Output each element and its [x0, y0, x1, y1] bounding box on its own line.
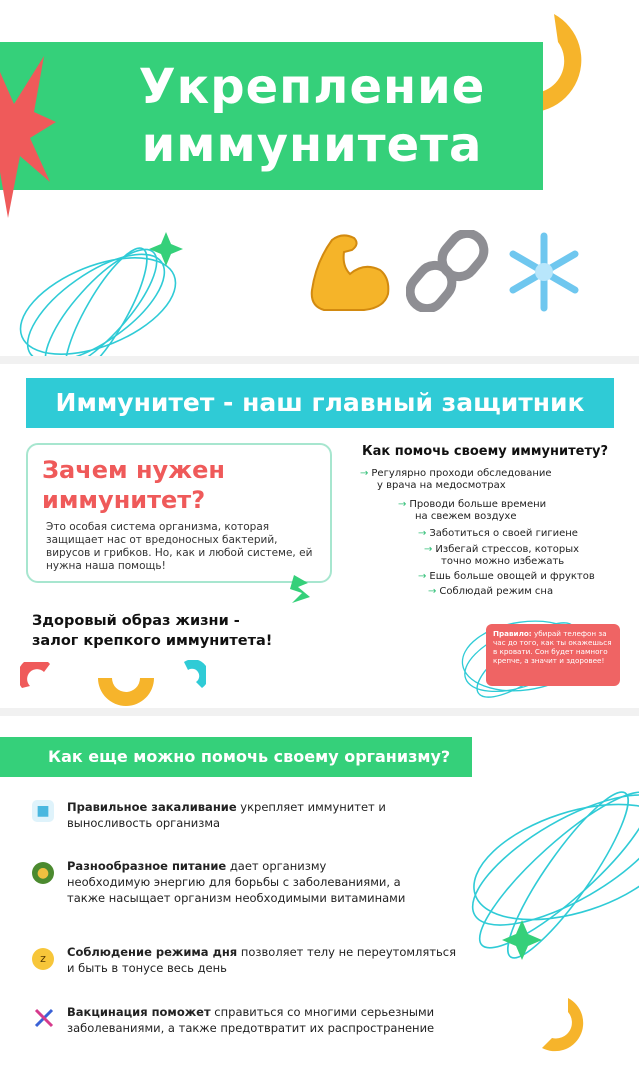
salad-icon: ● — [32, 862, 54, 884]
rule-text: убирай телефон за час до того, как ты окажешься в кровати. Сон будет намного крепче, а значит и здоровее! — [493, 629, 612, 665]
tip-line1: Проводи больше времени — [409, 499, 547, 510]
tip-line1: Заботиться о своей гигиене — [429, 528, 578, 539]
section2-banner: Как еще можно помочь своему организму? — [0, 737, 472, 777]
list-item — [67, 1004, 467, 1036]
help-title: Как помочь своему иммунитету? — [362, 444, 609, 459]
snowflake-icon — [502, 230, 586, 314]
list-item-bold: Вакцинация поможет — [67, 1005, 211, 1019]
card-title-line1: Зачем нужен — [42, 456, 225, 484]
list-item — [67, 858, 407, 906]
arrow-right-icon: → — [424, 544, 433, 555]
arrow-right-icon: → — [360, 468, 369, 479]
arrow-right-icon: → — [398, 499, 407, 510]
slogan-line2: залог крепкого иммунитета! — [32, 633, 273, 649]
card-body: Это особая система организма, которая защищает нас от вредоносных бактерий, вирусов и грибков. Но, как и любой системе, ей нужна наша помощь! — [46, 521, 313, 572]
dna-icon — [32, 1006, 56, 1030]
tip-line1: Регулярно проходи обследование — [371, 468, 552, 479]
yellow-arc-decoration-3 — [538, 996, 598, 1056]
ice-cube-icon: ■ — [32, 800, 54, 822]
tip-item — [360, 468, 580, 492]
rule-label: Правило: — [493, 629, 532, 638]
cyan-arc-decoration — [180, 660, 206, 692]
list-item-text: позволяет телу не переутомляться и быть в тонусе весь день — [67, 945, 457, 975]
tip-item — [428, 586, 628, 598]
sleeping-face-icon: z — [32, 948, 54, 970]
hero-title-line1: Укрепление — [138, 59, 486, 115]
tip-line1: Избегай стрессов, которых — [435, 544, 580, 555]
tip-item — [418, 571, 618, 583]
separator — [0, 356, 639, 364]
tip-line1: Соблюдай режим сна — [439, 586, 554, 597]
flexed-biceps-icon — [304, 230, 392, 312]
sleep-rule-box — [486, 624, 620, 686]
swirl-decoration — [6, 218, 206, 358]
section1-banner: Иммунитет - наш главный защитник — [26, 378, 614, 428]
hero-title-line2: иммунитета — [141, 117, 483, 173]
chain-icon — [406, 230, 492, 312]
tip-item — [424, 544, 624, 568]
list-item-bold: Соблюдение режима дня — [67, 945, 238, 959]
arrow-right-icon: → — [418, 571, 427, 582]
yellow-arc-decoration-2 — [96, 676, 156, 712]
list-item-bold: Правильное закаливание — [67, 800, 237, 814]
tip-item — [418, 528, 618, 540]
hero-panel — [0, 0, 639, 356]
slogan — [32, 611, 332, 651]
arrow-right-icon: → — [428, 586, 437, 597]
tip-line1: Ешь больше овощей и фруктов — [429, 571, 595, 582]
tip-line2: у врача на медосмотрах — [377, 480, 506, 491]
list-item — [67, 799, 447, 831]
red-starburst-decoration — [0, 52, 56, 222]
list-item-bold: Разнообразное питание — [67, 859, 227, 873]
card-title-line2: иммунитет? — [42, 486, 206, 514]
list-item — [67, 944, 467, 976]
slogan-line1: Здоровый образ жизни - — [32, 613, 240, 629]
separator — [0, 708, 639, 716]
list-item-text: справиться со многими серьезными заболеваниями, а также предотвратит их распространение — [67, 1005, 435, 1035]
list-item-text: дает организму необходимую энергию для борьбы с заболеваниями, а также насыщает организм необходимыми витаминами — [67, 859, 406, 905]
tip-line2: точно можно избежать — [441, 556, 565, 567]
card-title — [42, 455, 282, 515]
coral-arc-decoration — [20, 662, 54, 692]
hero-title — [92, 58, 532, 174]
green-zigzag-decoration — [288, 575, 314, 603]
arrow-right-icon: → — [418, 528, 427, 539]
list-item-text: укрепляет иммунитет и выносливость организма — [67, 800, 386, 830]
tip-line2: на свежем воздухе — [415, 511, 517, 522]
tip-item — [398, 499, 598, 523]
